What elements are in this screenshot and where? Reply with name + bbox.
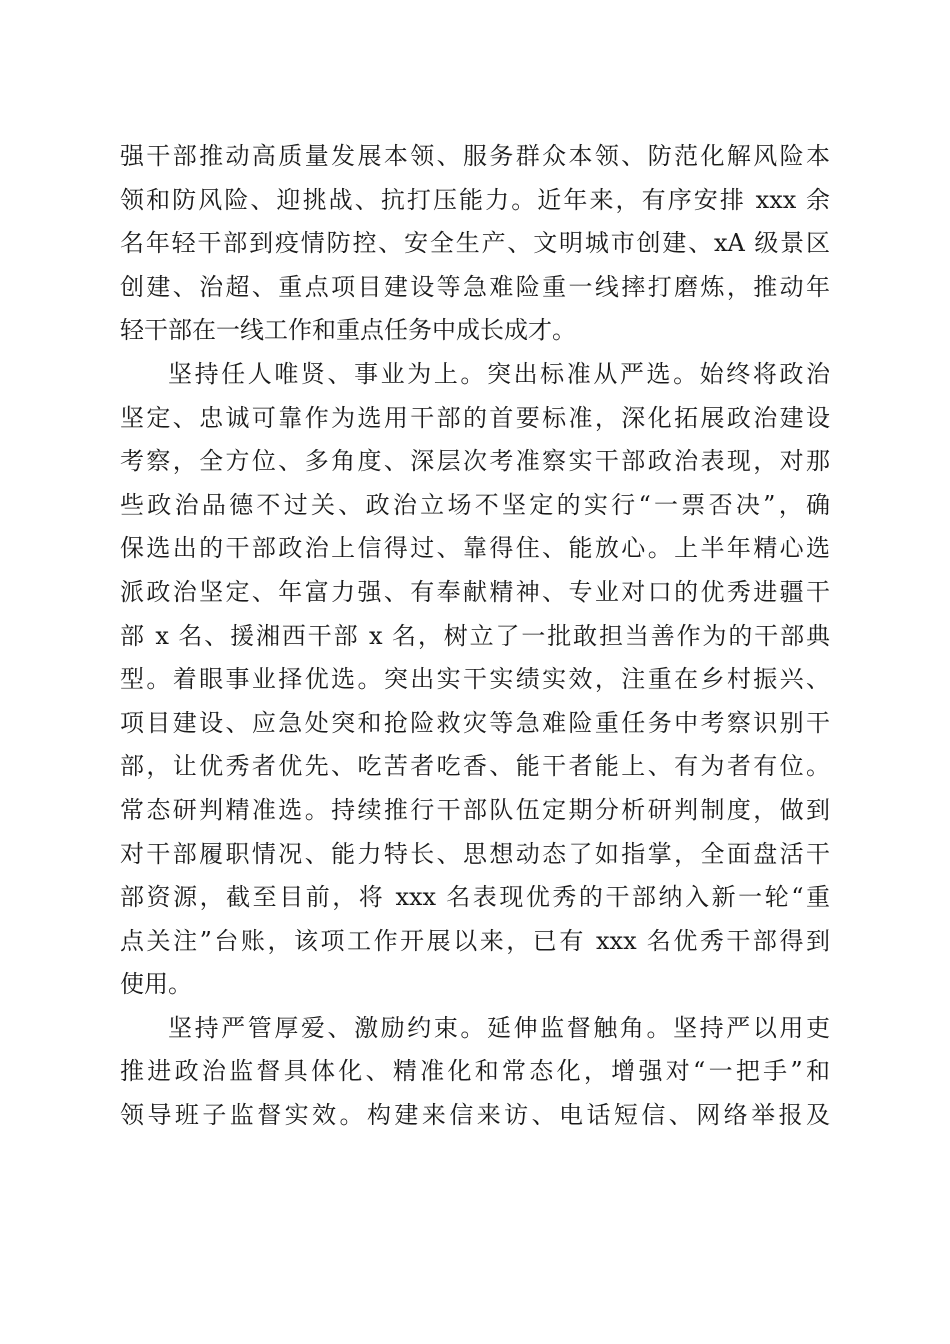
text-line: 部，让优秀者优先、吃苦者吃香、能干者能上、有为者有位。 xyxy=(120,752,830,781)
text-line: 创建、治超、重点项目建设等急难险重一线摔打磨炼，推动年 xyxy=(120,272,830,301)
text-line: 部 x 名、援湘西干部 x 名，树立了一批敢担当善作为的干部典 xyxy=(120,621,830,650)
text-line: 轻干部在一线工作和重点任务中成长成才。 xyxy=(120,316,576,345)
text-line: 推进政治监督具体化、精准化和常态化，增强对“一把手”和 xyxy=(120,1057,830,1086)
text-line: 常态研判精准选。持续推行干部队伍定期分析研判制度，做到 xyxy=(120,795,830,824)
text-line: 强干部推动高质量发展本领、服务群众本领、防范化解风险本 xyxy=(120,142,830,170)
text-line: 派政治坚定、年富力强、有奉献精神、专业对口的优秀进疆干 xyxy=(120,577,830,606)
text-line: 领和防风险、迎挑战、抗打压能力。近年来，有序安排 xxx 余 xyxy=(120,185,830,214)
text-line: 考察，全方位、多角度、深层次考准察实干部政治表现，对那 xyxy=(120,447,830,476)
text-line: 型。着眼事业择优选。突出实干实绩实效，注重在乡村振兴、 xyxy=(120,665,830,694)
text-line: 对干部履职情况、能力特长、思想动态了如指掌，全面盘活干 xyxy=(120,839,830,868)
text-line: 坚定、忠诚可靠作为选用干部的首要标准，深化拓展政治建设 xyxy=(120,403,830,432)
document-body xyxy=(120,135,830,1138)
text-line: 领导班子监督实效。构建来信来访、电话短信、网络举报及 xyxy=(120,1101,830,1130)
text-line: 使用。 xyxy=(120,970,192,999)
text-line: 保选出的干部政治上信得过、靠得住、能放心。上半年精心选 xyxy=(120,534,830,563)
text-line: 名年轻干部到疫情防控、安全生产、文明城市创建、xA 级景区 xyxy=(120,229,830,258)
text-line: 部资源，截至目前，将 xxx 名表现优秀的干部纳入新一轮“重 xyxy=(120,883,830,912)
text-line: 项目建设、应急处突和抢险救灾等急难险重任务中考察识别干 xyxy=(120,708,830,737)
text-line: 点关注”台账，该项工作开展以来，已有 xxx 名优秀干部得到 xyxy=(120,926,830,955)
paragraph-start-line: 坚持任人唯贤、事业为上。突出标准从严选。始终将政治 xyxy=(168,359,830,388)
paragraph-start-line: 坚持严管厚爱、激励约束。延伸监督触角。坚持严以用吏 xyxy=(168,1013,830,1042)
text-line: 些政治品德不过关、政治立场不坚定的实行“一票否决”，确 xyxy=(120,490,830,519)
